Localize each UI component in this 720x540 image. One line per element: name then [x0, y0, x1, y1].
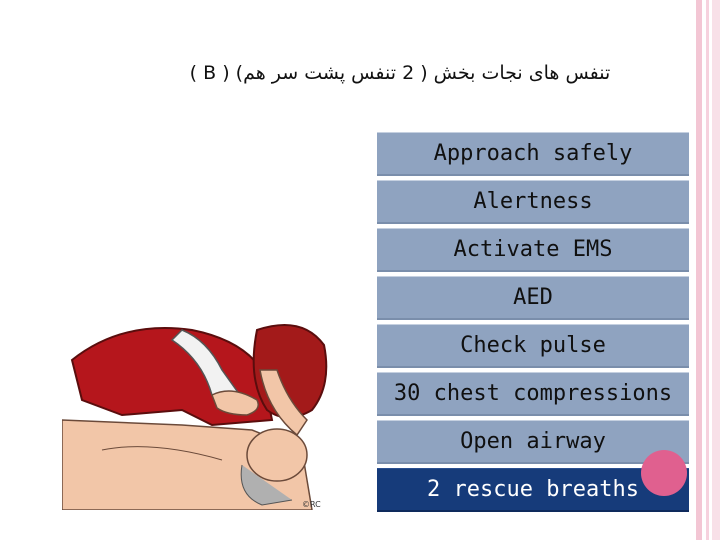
step-item: Open airway: [377, 420, 689, 464]
step-item-active: 2 rescue breaths: [377, 468, 689, 512]
illustration-credit: ©RC: [302, 500, 321, 509]
rescue-breathing-illustration: [62, 300, 392, 510]
decorative-border-middle: [706, 0, 709, 540]
decorative-circle: [641, 450, 687, 496]
step-item: AED: [377, 276, 689, 320]
step-item: Check pulse: [377, 324, 689, 368]
step-item: Alertness: [377, 180, 689, 224]
cpr-steps-list: [377, 132, 689, 516]
step-item: Approach safely: [377, 132, 689, 176]
step-item: 30 chest compressions: [377, 372, 689, 416]
slide-title: تنفس های نجات بخش ( 2 تنفس پشت سر هم) ( B ): [189, 62, 611, 84]
decorative-border-left: [696, 0, 702, 540]
decorative-border-right: [712, 0, 720, 540]
step-item: Activate EMS: [377, 228, 689, 272]
